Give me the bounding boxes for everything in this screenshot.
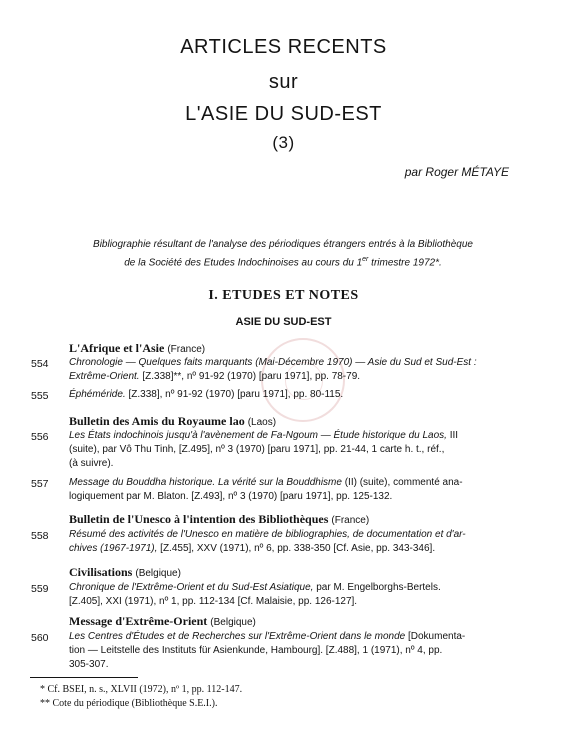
entry-line-italic: Extrême-Orient.	[69, 371, 140, 382]
entry-line-rest: par M. Engelborghs-Bertels.	[313, 582, 441, 593]
entry-text	[69, 356, 529, 384]
entry-line-rest: [Z.455], XXV (1971), nº 6, pp. 338-350 [Cf. Asie, pp. 343-346].	[157, 543, 436, 554]
journal-heading	[69, 414, 276, 429]
entry-number: 559	[31, 583, 49, 595]
journal-country: (Belgique)	[210, 617, 256, 628]
entry-line: tion — Leitstelle des Instituts für Asienkunde, Hambourg]. [Z.488], 1 (1971), nº 4, pp.	[69, 645, 443, 656]
entry-number: 558	[31, 530, 49, 542]
entry-number: 560	[31, 632, 49, 644]
journal-heading	[69, 512, 369, 527]
intro-paragraph	[40, 237, 526, 270]
journal-country: (France)	[167, 344, 206, 355]
footnote-2: ** Cote du périodique (Bibliothèque S.E.I.).	[40, 698, 218, 709]
entry-number: 556	[31, 431, 49, 443]
entry-line: (suite), par Vô Thu Tinh, [Z.495], nº 3 (1970) [paru 1971], pp. 21-44, 1 carte h. t., réf.,	[69, 444, 445, 455]
entry-number: 557	[31, 478, 49, 490]
intro-line-2b: trimestre 1972*.	[368, 257, 442, 269]
entry-line-italic: chives (1967-1971),	[69, 543, 158, 554]
entry-line-italic: Éphéméride.	[69, 389, 126, 400]
journal-country: (Laos)	[247, 417, 277, 428]
entry-line-rest: (II) (suite), commenté ana-	[341, 477, 463, 488]
journal-heading	[69, 341, 205, 356]
intro-line-2-sup: er	[362, 256, 369, 263]
journal-country: (France)	[331, 515, 370, 526]
subsection-title: ASIE DU SUD-EST	[235, 316, 332, 328]
page-title-line-2: sur	[268, 71, 299, 93]
entry-number: 555	[31, 390, 49, 402]
entry-number: 554	[31, 358, 49, 370]
author-line: par Roger MÉTAYE	[404, 165, 509, 179]
entry-line: (à suivre).	[69, 458, 114, 469]
journal-title: Message d'Extrême-Orient	[69, 614, 208, 628]
page-title-line-3: L'ASIE DU SUD-EST	[185, 103, 382, 125]
entry-text	[69, 581, 529, 609]
entry-text	[69, 388, 529, 402]
entry-line: Chronologie — Quelques faits marquants (Mai-Décembre 1970) — Asie du Sud et Sud-Est :	[69, 357, 477, 368]
entry-text	[69, 630, 529, 672]
journal-heading	[69, 565, 181, 580]
journal-country: (Belgique)	[135, 568, 181, 579]
entry-text	[69, 476, 529, 504]
entry-line: [Z.405], XXI (1971), nº 1, pp. 112-134 [Cf. Malaisie, pp. 126-127].	[69, 596, 358, 607]
entry-line-italic: Les Centres d'Études et de Recherches sur l'Extrême-Orient dans le monde	[69, 631, 406, 642]
journal-title: Bulletin des Amis du Royaume lao	[69, 414, 245, 428]
journal-title: Civilisations	[69, 565, 133, 579]
entry-text	[69, 528, 529, 556]
footnote-divider	[30, 677, 138, 678]
intro-line-2a: de la Société des Etudes Indochinoises au cours du 1	[124, 257, 363, 269]
entry-line: Résumé des activités de l'Unesco en matière de bibliographies, de documentation et d'ar-	[69, 529, 466, 540]
entry-line-rest: III	[446, 430, 459, 441]
entry-text	[69, 429, 529, 471]
entry-line: logiquement par M. Blaton. [Z.493], nº 3 (1970) [paru 1971], pp. 125-132.	[69, 491, 393, 502]
footnote-1: * Cf. BSEI, n. s., XLVII (1972), nº 1, pp. 112-147.	[40, 684, 243, 695]
intro-line-1: Bibliographie résultant de l'analyse des périodiques étrangers entrés à la Bibliothèque	[93, 239, 473, 250]
journal-heading	[69, 614, 256, 629]
entry-line-italic: Les États indochinois jusqu'à l'avènement de Fa-Ngoum — Étude historique du Laos,	[69, 430, 447, 441]
entry-line-rest: [Dokumenta-	[405, 631, 466, 642]
entry-line-italic: Message du Bouddha historique. La vérité sur la Bouddhisme	[69, 477, 342, 488]
entry-line-italic: Chronique de l'Extrême-Orient et du Sud-Est Asiatique,	[69, 582, 314, 593]
page-title-line-1: ARTICLES RECENTS	[180, 36, 387, 58]
journal-title: L'Afrique et l'Asie	[69, 341, 165, 355]
entry-line: 305-307.	[69, 659, 109, 670]
page-title-number: (3)	[272, 133, 295, 152]
section-title: I. ETUDES ET NOTES	[208, 288, 359, 303]
entry-line-rest: [Z.338]**, nº 91-92 (1970) [paru 1971], pp. 78-79.	[139, 371, 361, 382]
entry-line-rest: [Z.338], nº 91-92 (1970) [paru 1971], pp. 80-115.	[125, 389, 344, 400]
journal-title: Bulletin de l'Unesco à l'intention des Bibliothèques	[69, 512, 329, 526]
